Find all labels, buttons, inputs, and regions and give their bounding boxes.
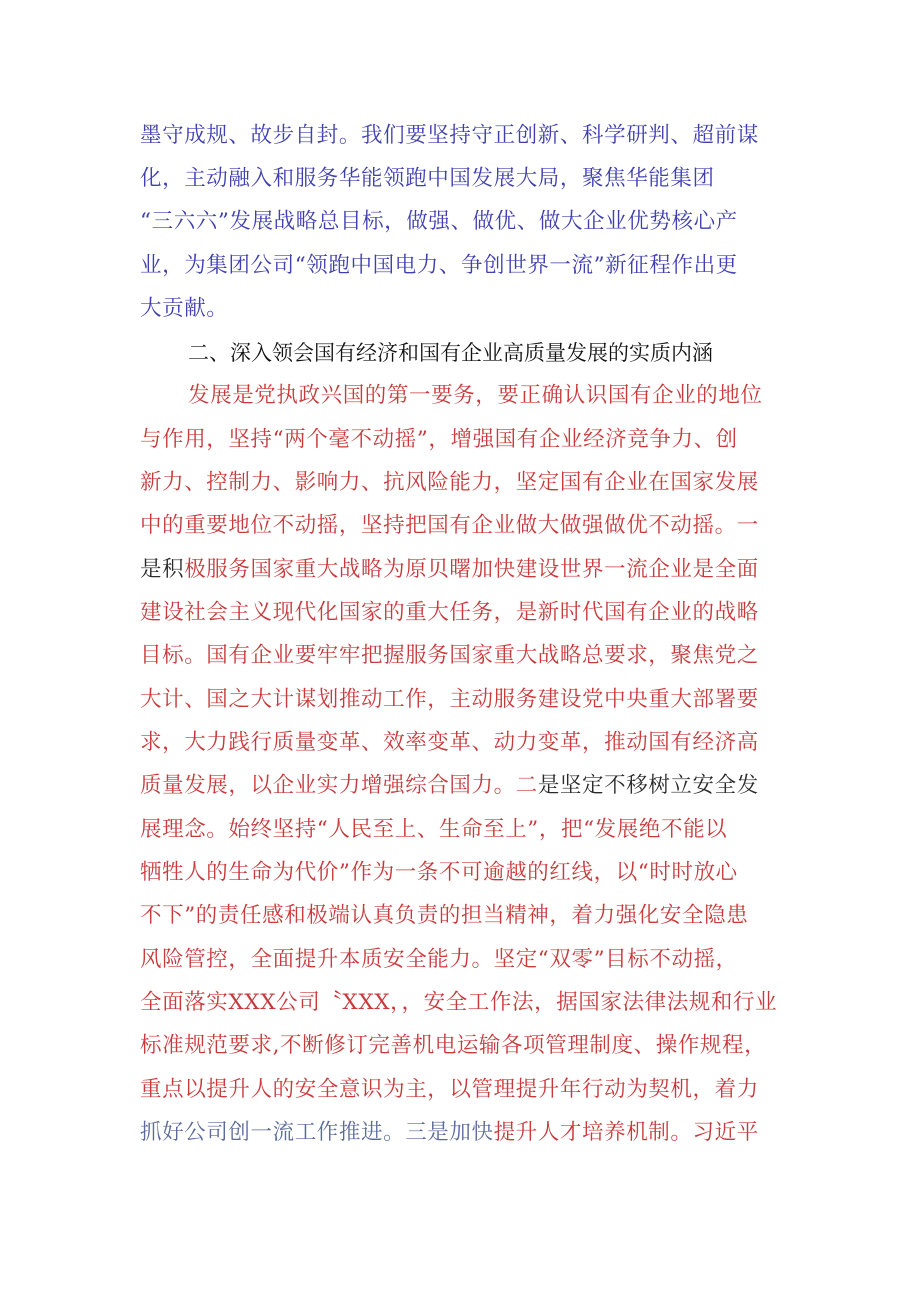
paragraph-line: 大计、国之大计谋划推动工作，主动服务建设党中央重大部署要 — [140, 687, 759, 712]
paragraph-line: “三六六”发展战略总目标，做强、做优、做大企业优势核心产 — [140, 209, 738, 234]
section-heading: 二、深入领会国有经济和国有企业高质量发展的实质内涵 — [188, 341, 713, 365]
paragraph-line: 化，主动融入和服务华能领跑中国发展大局，聚焦华能集团 — [140, 166, 715, 191]
paragraph-line: 建设社会主义现代化国家的重大任务，是新时代国有企业的战略 — [140, 600, 759, 625]
paragraph-line: 求，大力践行质量变革、效率变革、动力变革，推动国有经济高 — [140, 730, 759, 755]
paragraph-line: 重点以提升人的安全意识为主，以管理提升年行动为契机，着力 — [140, 1077, 759, 1102]
paragraph-line: 风险管控，全面提升本质安全能力。坚定“双零”目标不动摇， — [140, 947, 738, 972]
line-segment: 质量发展，以企业实力增强综合国力。二 — [140, 773, 538, 798]
paragraph-line: 牺牲人的生命为代价”作为一条不可逾越的红线，以“时时放心 — [140, 860, 738, 885]
paragraph-line: 中的重要地位不动摇，坚持把国有企业做大做强做优不动摇。一 — [140, 513, 759, 538]
paragraph-line: 业，为集团公司“领跑中国电力、争创世界一流”新征程作出更 — [140, 253, 738, 278]
paragraph-line: 大贡献。 — [140, 296, 229, 321]
paragraph-line: 全面落实XXX公司〝XXX，，安全工作法，据国家法律法规和行业 — [140, 990, 778, 1015]
line-segment: 抓好公司创一流工作推进。三是加快 — [140, 1120, 494, 1145]
line-segment: 是积 — [140, 557, 185, 582]
paragraph-line — [140, 771, 800, 801]
paragraph-line — [140, 555, 800, 585]
paragraph-line: 标准规范要求,不断修订完善机电运输各项管理制度、操作规程， — [140, 1033, 767, 1058]
paragraph-line: 目标。国有企业要牢牢把握服务国家重大战略总要求，聚焦党之 — [140, 643, 759, 668]
paragraph-line: 不下”的责任感和极端认真负责的担当精神，着力强化安全隐患 — [140, 903, 749, 928]
paragraph-line: 墨守成规、故步自封。我们要坚持守正创新、科学研判、超前谋 — [140, 123, 759, 148]
paragraph-line: 展理念。始终坚持“人民至上、生命至上”，把“发展绝不能以 — [140, 817, 728, 842]
line-segment: 极服务国家重大战略为原贝曙加快建设世界一流企业是全面 — [184, 557, 759, 582]
paragraph-line: 与作用，坚持“两个毫不动摇”，增强国有企业经济竞争力、创 — [140, 427, 738, 452]
paragraph-line: 发展是党执政兴国的第一要务，要正确认识国有企业的地位 — [188, 383, 763, 408]
line-segment: 提升人才培养机制。习近平 — [493, 1120, 759, 1145]
paragraph-line — [140, 1118, 800, 1148]
line-segment: 是坚定不移树立安全发 — [537, 773, 759, 798]
paragraph-line: 新力、控制力、影响力、抗风险能力，坚定国有企业在国家发展 — [140, 470, 759, 495]
